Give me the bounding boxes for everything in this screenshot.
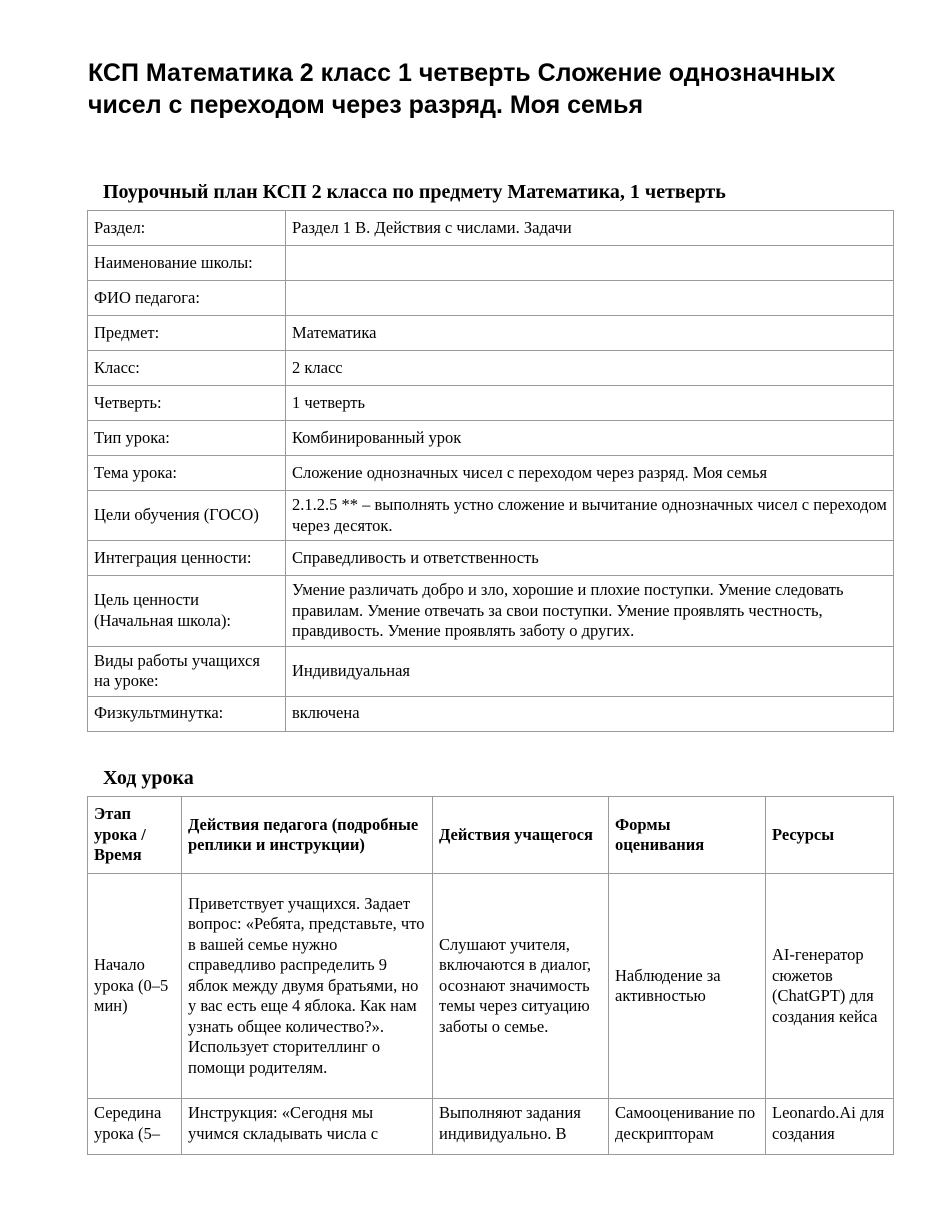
row-value: Индивидуальная	[286, 646, 894, 696]
row-label: Четверть:	[88, 386, 286, 421]
table-row	[88, 646, 894, 696]
row-label: Цель ценности (Начальная школа):	[88, 576, 286, 647]
resources-cell: AI-генератор сюжетов (ChatGPT) для создания кейса	[766, 874, 894, 1099]
resources-cell: Leonardo.Ai для создания	[766, 1099, 894, 1155]
stage-cell: Середина урока (5–	[88, 1099, 182, 1155]
student-actions-cell: Выполняют задания индивидуально. В	[433, 1099, 609, 1155]
column-header: Ресурсы	[766, 797, 894, 874]
table-row	[88, 281, 894, 316]
lesson-info-table	[87, 210, 894, 732]
table-row	[88, 541, 894, 576]
row-value: 1 четверть	[286, 386, 894, 421]
student-actions-cell: Слушают учителя, включаются в диалог, осознают значимость темы через ситуацию заботы о семье.	[433, 874, 609, 1099]
row-value: 2.1.2.5 ** – выполнять устно сложение и вычитание однозначных чисел с переходом через десяток.	[286, 491, 894, 541]
plan-heading: Поурочный план КСП 2 класса по предмету Математика, 1 четверть	[103, 181, 726, 203]
row-value: включена	[286, 696, 894, 731]
row-label: Виды работы учащихся на уроке:	[88, 646, 286, 696]
row-label: Физкультминутка:	[88, 696, 286, 731]
lesson-heading: Ход урока	[103, 767, 194, 789]
table-row	[88, 386, 894, 421]
column-header: Действия педагога (подробные реплики и инструкции)	[182, 797, 433, 874]
table-row	[88, 576, 894, 647]
row-label: Тема урока:	[88, 456, 286, 491]
row-value	[286, 246, 894, 281]
lesson-flow-table	[87, 796, 894, 1155]
table-header-row	[88, 797, 894, 874]
row-value: 2 класс	[286, 351, 894, 386]
table-row	[88, 246, 894, 281]
column-header: Этап урока / Время	[88, 797, 182, 874]
row-value	[286, 281, 894, 316]
row-label: Наименование школы:	[88, 246, 286, 281]
row-label: Предмет:	[88, 316, 286, 351]
row-label: ФИО педагога:	[88, 281, 286, 316]
row-value: Комбинированный урок	[286, 421, 894, 456]
row-label: Интеграция ценности:	[88, 541, 286, 576]
table-row	[88, 316, 894, 351]
row-value: Сложение однозначных чисел с переходом через разряд. Моя семья	[286, 456, 894, 491]
table-row	[88, 874, 894, 1099]
page-title: КСП Математика 2 класс 1 четверть Сложение однозначных чисел с переходом через разряд. Моя семья	[88, 59, 836, 119]
table-row	[88, 211, 894, 246]
assessment-cell: Самооценивание по дескрипторам	[609, 1099, 766, 1155]
teacher-actions-cell: Приветствует учащихся. Задает вопрос: «Ребята, представьте, что в вашей семье нужно справедливо распределить 9 яблок между двумя братьями, но у вас есть еще 4 яблока. Как нам узнать общее количество?». Использует сторителлинг о помощи родителям.	[182, 874, 433, 1099]
column-header: Действия учащегося	[433, 797, 609, 874]
table-row	[88, 456, 894, 491]
assessment-cell: Наблюдение за активностью	[609, 874, 766, 1099]
row-label: Раздел:	[88, 211, 286, 246]
row-label: Тип урока:	[88, 421, 286, 456]
row-label: Класс:	[88, 351, 286, 386]
table-row	[88, 491, 894, 541]
table-row	[88, 351, 894, 386]
table-row	[88, 696, 894, 731]
stage-cell: Начало урока (0–5 мин)	[88, 874, 182, 1099]
column-header: Формы оценивания	[609, 797, 766, 874]
table-row	[88, 1099, 894, 1155]
row-value: Математика	[286, 316, 894, 351]
teacher-actions-cell: Инструкция: «Сегодня мы учимся складывать числа с	[182, 1099, 433, 1155]
row-label: Цели обучения (ГОСО)	[88, 491, 286, 541]
row-value: Умение различать добро и зло, хорошие и плохие поступки. Умение следовать правилам. Умение отвечать за свои поступки. Умение проявлять честность, правдивость. Умение проявлять заботу о других.	[286, 576, 894, 647]
table-row	[88, 421, 894, 456]
row-value: Справедливость и ответственность	[286, 541, 894, 576]
row-value: Раздел 1 B. Действия с числами. Задачи	[286, 211, 894, 246]
